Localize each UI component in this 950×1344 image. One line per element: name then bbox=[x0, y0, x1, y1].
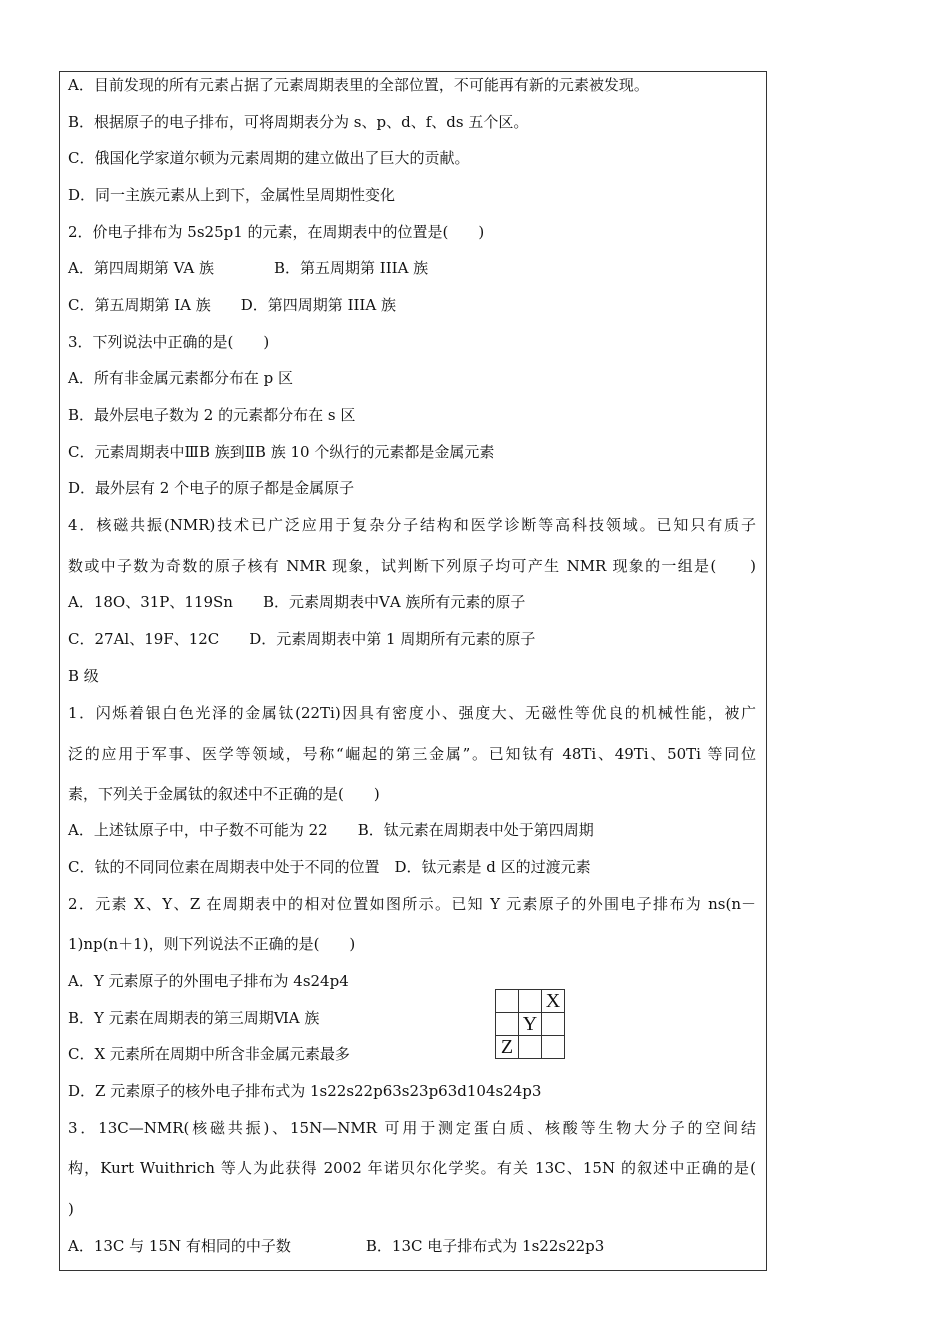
question-line: 1)np(n＋1)，则下列说法不正确的是( ) bbox=[68, 935, 356, 953]
option-line: A．Y 元素原子的外围电子排布为 4s24p4 bbox=[68, 972, 349, 990]
option-line: C．第五周期第 IA 族 D．第四周期第 IIIA 族 bbox=[68, 296, 396, 314]
question-line: 2．元素 X、Y、Z 在周期表中的相对位置如图所示。已知 Y 元素原子的外围电子排布为 ns(n－ bbox=[68, 895, 756, 913]
question-line: 2．价电子排布为 5s25p1 的元素，在周期表中的位置是( ) bbox=[68, 223, 485, 241]
question-line: 3．13C—NMR(核磁共振)、15N—NMR 可用于测定蛋白质、核酸等生物大分子的空间结 bbox=[68, 1119, 756, 1137]
periodic-position-grid bbox=[495, 989, 565, 1059]
grid-cell bbox=[542, 1013, 565, 1036]
option-line: B．最外层电子数为 2 的元素都分布在 s 区 bbox=[68, 406, 356, 424]
grid-cell bbox=[519, 1036, 542, 1059]
question-line: 构，Kurt Wuithrich 等人为此获得 2002 年诺贝尔化学奖。有关 13C、15N 的叙述中正确的是( bbox=[68, 1159, 756, 1177]
option-line: D．最外层有 2 个电子的原子都是金属原子 bbox=[68, 479, 355, 497]
option-line: A．第四周期第 VA 族 B．第五周期第 IIIA 族 bbox=[68, 259, 429, 277]
option-line: C．钛的不同同位素在周期表中处于不同的位置 D．钛元素是 d 区的过渡元素 bbox=[68, 858, 591, 876]
option-line: C．俄国化学家道尔顿为元素周期的建立做出了巨大的贡献。 bbox=[68, 149, 470, 167]
grid-cell bbox=[519, 990, 542, 1013]
option-line: C．元素周期表中ⅢB 族到ⅡB 族 10 个纵行的元素都是金属元素 bbox=[68, 443, 495, 461]
grid-cell-z: Z bbox=[496, 1036, 519, 1059]
grid-cell bbox=[496, 990, 519, 1013]
section-heading: B 级 bbox=[68, 667, 99, 685]
grid-cell bbox=[542, 1036, 565, 1059]
question-line: 3．下列说法中正确的是( ) bbox=[68, 333, 270, 351]
question-line: 泛的应用于军事、医学等领域，号称“崛起的第三金属”。已知钛有 48Ti、49Ti、50Ti 等同位 bbox=[68, 745, 756, 763]
question-line: 4．核磁共振(NMR)技术已广泛应用于复杂分子结构和医学诊断等高科技领域。已知只有质子 bbox=[68, 516, 756, 534]
option-line: C．X 元素所在周期中所含非金属元素最多 bbox=[68, 1045, 350, 1063]
option-line: A．目前发现的所有元素占据了元素周期表里的全部位置，不可能再有新的元素被发现。 bbox=[68, 76, 649, 94]
option-line: B．Y 元素在周期表的第三周期ⅥA 族 bbox=[68, 1009, 320, 1027]
grid-cell-y: Y bbox=[519, 1013, 542, 1036]
option-line: A．13C 与 15N 有相同的中子数 B．13C 电子排布式为 1s22s22p3 bbox=[68, 1237, 605, 1255]
option-line: D．同一主族元素从上到下，金属性呈周期性变化 bbox=[68, 186, 396, 204]
question-line: 素，下列关于金属钛的叙述中不正确的是( ) bbox=[68, 785, 380, 803]
grid-cell bbox=[496, 1013, 519, 1036]
option-line: A．18O、31P、119Sn B．元素周期表中ⅤA 族所有元素的原子 bbox=[68, 593, 526, 611]
question-line: 数或中子数为奇数的原子核有 NMR 现象，试判断下列原子均可产生 NMR 现象的一组是( ) bbox=[68, 557, 756, 575]
option-line: A．上述钛原子中，中子数不可能为 22 B．钛元素在周期表中处于第四周期 bbox=[68, 821, 594, 839]
question-line: 1．闪烁着银白色光泽的金属钛(22Ti)因具有密度小、强度大、无磁性等优良的机械性能，被广 bbox=[68, 704, 756, 722]
question-line: ) bbox=[68, 1200, 74, 1218]
option-line: C．27Al、19F、12C D．元素周期表中第 1 周期所有元素的原子 bbox=[68, 630, 536, 648]
grid-cell-x: X bbox=[542, 990, 565, 1013]
option-line: B．根据原子的电子排布，可将周期表分为 s、p、d、f、ds 五个区。 bbox=[68, 113, 529, 131]
option-line: D．Z 元素原子的核外电子排布式为 1s22s22p63s23p63d104s24p3 bbox=[68, 1082, 542, 1100]
option-line: A．所有非金属元素都分布在 p 区 bbox=[68, 369, 293, 387]
